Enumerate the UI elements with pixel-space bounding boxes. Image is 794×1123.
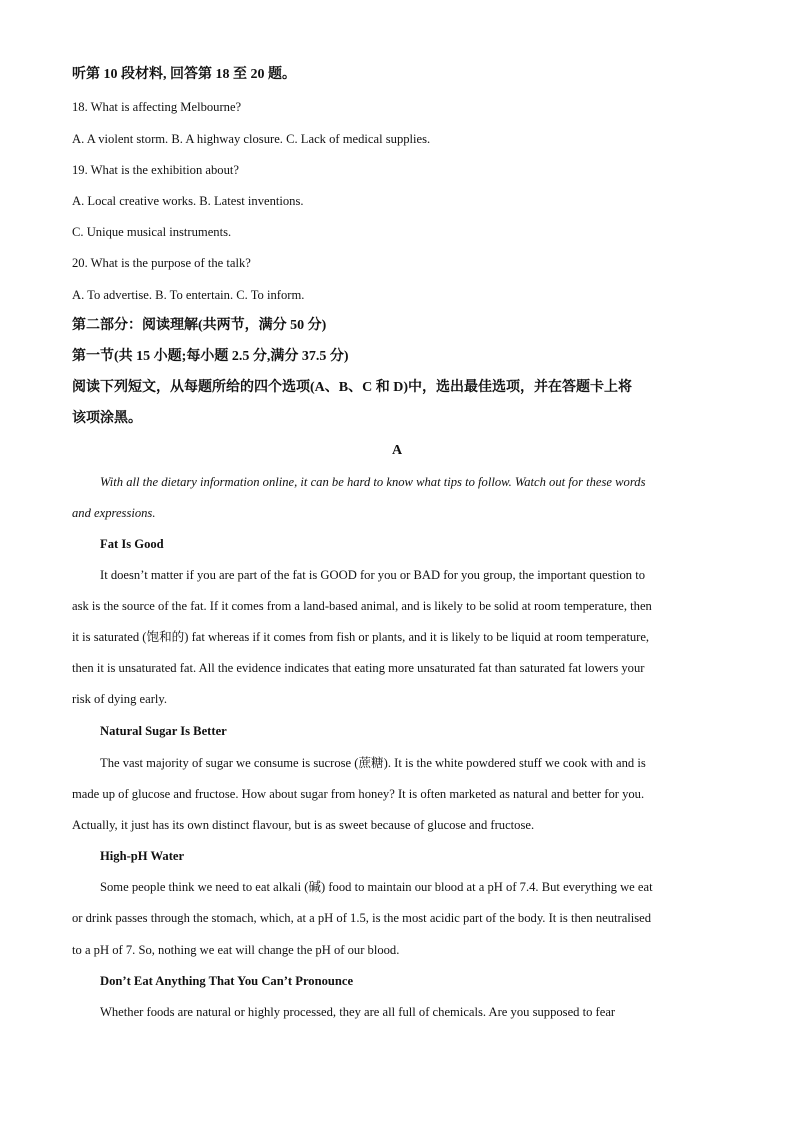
paragraph-line: Whether foods are natural or highly processed, they are all full of chemicals. Are you supposed to fear [100,1005,616,1019]
paragraph-line: It doesn’t matter if you are part of the fat is GOOD for you or BAD for you group, the important question to [100,568,646,582]
paragraph-line: risk of dying early. [72,692,168,706]
question-19-options-row1: A. Local creative works. B. Latest inventions. [72,194,304,208]
paragraph-line: or drink passes through the stomach, which, at a pH of 1.5, is the most acidic part of the body. It is then neutralised [72,911,652,925]
paragraph-line: to a pH of 7. So, nothing we eat will change the pH of our blood. [72,943,400,957]
reading-instruction-line1: 阅读下列短文，从每题所给的四个选项(A、B、C 和 D)中，选出最佳选项，并在答题卡上将 [72,380,632,395]
paragraph-line: it is saturated (饱和的) fat whereas if it comes from fish or plants, and it is likely to be liquid at room temperature, [72,630,650,644]
question-20: 20. What is the purpose of the talk? [72,256,251,270]
paragraph-line: Some people think we need to eat alkali (碱) food to maintain our blood at a pH of 7.4. But everything we eat [100,880,653,894]
question-18: 18. What is affecting Melbourne? [72,100,242,114]
paragraph-line: The vast majority of sugar we consume is sucrose (蔗糖). It is the white powdered stuff we cook with and is [100,756,646,770]
reading-section-title: 第一节(共 15 小题;每小题 2.5 分,满分 37.5 分) [72,349,349,364]
paragraph-line: then it is unsaturated fat. All the evidence indicates that eating more unsaturated fat than saturated fat lowers your [72,661,645,675]
passage-intro-line1: With all the dietary information online, it can be hard to know what tips to follow. Watch out for these words [100,475,646,489]
passage-intro-line2: and expressions. [72,506,156,520]
passage-label: A [391,443,403,458]
reading-part-title: 第二部分：阅读理解(共两节，满分 50 分) [72,318,327,333]
paragraph-line: Actually, it just has its own distinct flavour, but is as sweet because of glucose and fructose. [72,818,535,832]
listening-section-header: 听第 10 段材料, 回答第 18 至 20 题。 [72,67,296,82]
section-heading-pronounce: Don’t Eat Anything That You Can’t Pronounce [100,974,354,988]
paragraph-line: ask is the source of the fat. If it comes from a land-based animal, and is likely to be solid at room temperature, then [72,599,652,613]
reading-instruction-line2: 该项涂黑。 [72,411,142,426]
section-heading-fat: Fat Is Good [100,537,164,551]
question-20-options: A. To advertise. B. To entertain. C. To inform. [72,288,305,302]
question-19: 19. What is the exhibition about? [72,163,239,177]
question-19-options-row2: C. Unique musical instruments. [72,225,232,239]
section-heading-sugar: Natural Sugar Is Better [100,724,227,738]
section-heading-ph: High-pH Water [100,849,185,863]
question-18-options: A. A violent storm. B. A highway closure. C. Lack of medical supplies. [72,132,431,146]
paragraph-line: made up of glucose and fructose. How about sugar from honey? It is often marketed as natural and better for you. [72,787,645,801]
